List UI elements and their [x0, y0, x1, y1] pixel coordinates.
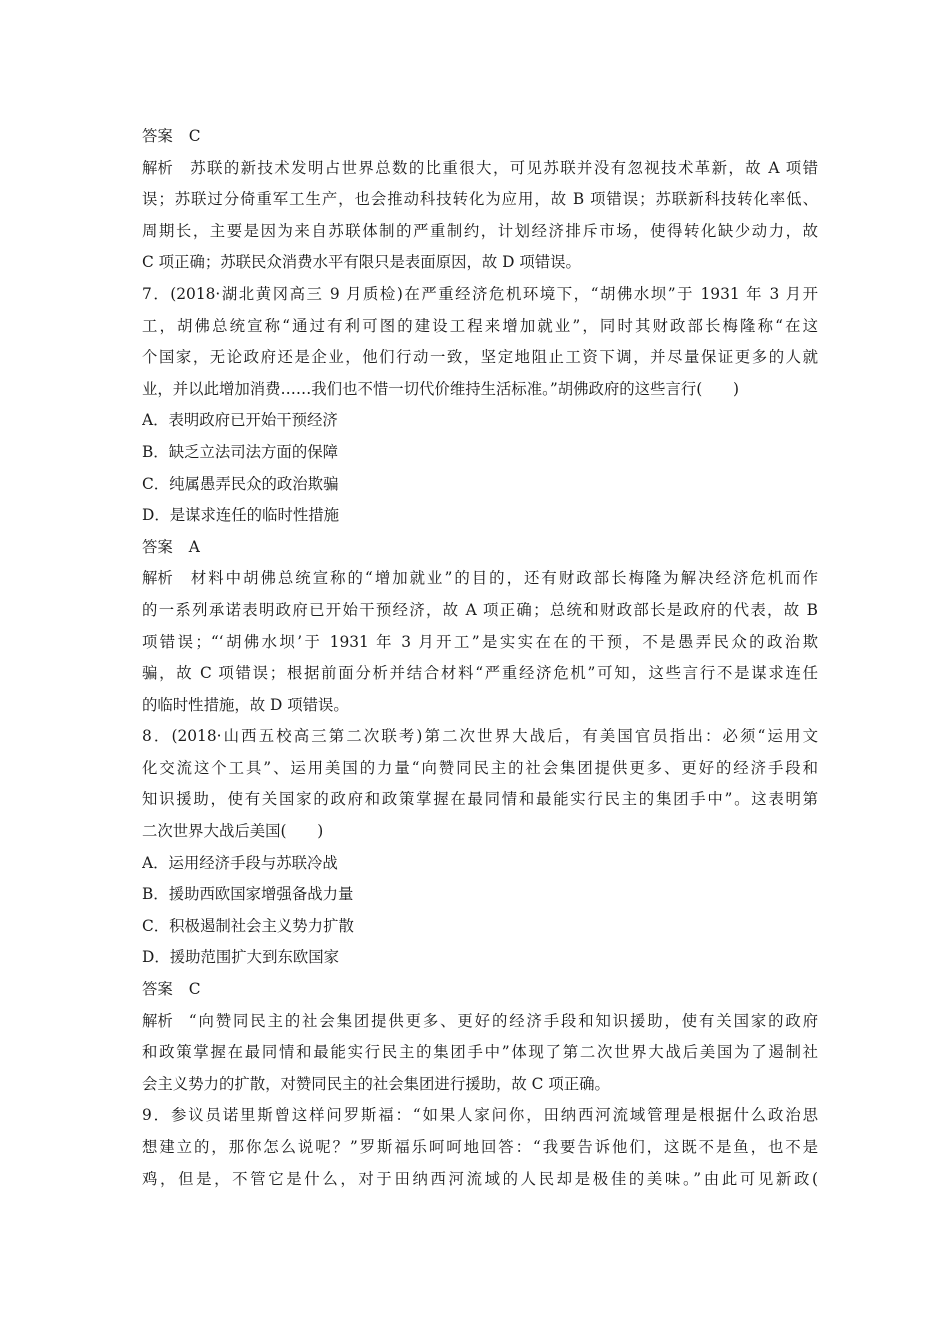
- line-text: D．是谋求连任的临时性措施: [142, 506, 340, 525]
- line-label: 答案: [142, 980, 173, 999]
- text-line: [142, 879, 818, 911]
- line-text: 周期长，主要是因为来自苏联体制的严重制约，计划经济排斥市场，使得转化缺少动力，故: [142, 221, 818, 240]
- text-line: [142, 1100, 818, 1132]
- line-label: 解析: [142, 569, 173, 588]
- text-line: [142, 247, 818, 279]
- line-text: 化交流这个工具”、运用美国的力量“向赞同民主的社会集团提供更多、更好的经济手段和: [142, 758, 818, 777]
- text-line: [142, 342, 818, 374]
- line-text: 业，并以此增加消费……我们也不惜一切代价维持生活标准。”胡佛政府的这些言行( ): [142, 379, 740, 398]
- line-label: 解析: [142, 158, 173, 177]
- document-page: [142, 121, 818, 1195]
- text-line: [142, 121, 818, 153]
- line-text: 材料中胡佛总统宣称的“增加就业”的目的，还有财政部长梅隆为解决经济危机而作: [188, 569, 818, 588]
- text-line: [142, 563, 818, 595]
- text-line: [142, 1006, 818, 1038]
- line-text: 二次世界大战后美国( ): [142, 822, 324, 841]
- line-text: 9．参议员诺里斯曾这样问罗斯福：“如果人家问你，田纳西河流域管理是根据什么政治思: [142, 1106, 818, 1125]
- line-text: 7．(2018·湖北黄冈高三 9 月质检)在严重经济危机环境下，“胡佛水坝”于 1931 年 3 月开: [142, 284, 818, 303]
- line-text: D．援助范围扩大到东欧国家: [142, 948, 340, 967]
- line-text: 误；苏联过分倚重军工生产，也会推动科技转化为应用，故 B 项错误；苏联新科技转化率低、: [142, 190, 818, 209]
- line-text: C 项正确；苏联民众消费水平有限只是表面原因，故 D 项错误。: [142, 253, 581, 272]
- text-line: [142, 658, 818, 690]
- line-text: 想建立的，那你怎么说呢？”罗斯福乐呵呵地回答：“我要告诉他们，这既不是鱼，也不是: [142, 1138, 818, 1156]
- text-line: [142, 721, 818, 753]
- text-line: [142, 311, 818, 343]
- line-text: A: [188, 537, 200, 556]
- line-text: B．援助西欧国家增强备战力量: [142, 885, 354, 904]
- line-text: A．运用经济手段与苏联冷战: [142, 853, 338, 872]
- line-label: 解析: [142, 1011, 173, 1030]
- line-text: 个国家，无论政府还是企业，他们行动一致，坚定地阻止工资下调，并尽量保证更多的人就: [142, 348, 818, 367]
- line-text: 的临时性措施，故 D 项错误。: [142, 695, 349, 714]
- text-line: [142, 1164, 818, 1196]
- line-text: 骗，故 C 项错误；根据前面分析并结合材料“严重经济危机”可知，这些言行不是谋求连任: [142, 664, 818, 683]
- line-text: A．表明政府已开始干预经济: [142, 411, 338, 430]
- text-line: [142, 974, 818, 1006]
- text-line: [142, 848, 818, 880]
- line-label: 答案: [142, 127, 173, 145]
- line-text: 工，胡佛总统宣称“通过有利可图的建设工程来增加就业”，同时其财政部长梅隆称“在这: [142, 316, 818, 335]
- text-line: [142, 184, 818, 216]
- text-line: [142, 1037, 818, 1069]
- text-line: [142, 816, 818, 848]
- line-text: C．积极遏制社会主义势力扩散: [142, 916, 354, 935]
- text-line: [142, 437, 818, 469]
- line-text: 的一系列承诺表明政府已开始干预经济，故 A 项正确；总统和财政部长是政府的代表，故 B: [142, 600, 818, 619]
- text-line: [142, 153, 818, 185]
- text-line: [142, 469, 818, 501]
- line-text: C: [188, 980, 201, 999]
- text-line: [142, 279, 818, 311]
- text-line: [142, 374, 818, 406]
- text-line: [142, 500, 818, 532]
- text-line: [142, 1132, 818, 1164]
- text-line: [142, 942, 818, 974]
- line-text: 项错误；“‘胡佛水坝’于 1931 年 3 月开工”是实实在在的干预，不是愚弄民众的政治欺: [142, 632, 818, 651]
- text-line: [142, 627, 818, 659]
- line-label: 答案: [142, 537, 173, 556]
- line-text: 会主义势力的扩散，对赞同民主的社会集团进行援助，故 C 项正确。: [142, 1074, 610, 1093]
- line-text: 苏联的新技术发明占世界总数的比重很大，可见苏联并没有忽视技术革新，故 A 项错: [188, 158, 818, 177]
- text-line: [142, 405, 818, 437]
- line-text: 知识援助，使有关国家的政府和政策掌握在最同情和最能实行民主的集团手中”。这表明第: [142, 790, 818, 809]
- text-line: [142, 753, 818, 785]
- line-text: C: [188, 127, 201, 145]
- line-text: 8．(2018·山西五校高三第二次联考)第二次世界大战后，有美国官员指出：必须“运用文: [142, 727, 818, 746]
- text-line: [142, 216, 818, 248]
- line-text: B．缺乏立法司法方面的保障: [142, 442, 338, 461]
- text-line: [142, 1069, 818, 1101]
- line-text: 鸡，但是，不管它是什么，对于田纳西河流域的人民却是极佳的美味。”由此可见新政(: [142, 1169, 818, 1188]
- line-text: C．纯属愚弄民众的政治欺骗: [142, 474, 339, 493]
- text-line: [142, 690, 818, 722]
- text-line: [142, 784, 818, 816]
- line-text: “向赞同民主的社会集团提供更多、更好的经济手段和知识援助，使有关国家的政府: [188, 1011, 818, 1030]
- text-line: [142, 532, 818, 564]
- text-line: [142, 911, 818, 943]
- text-line: [142, 595, 818, 627]
- line-text: 和政策掌握在最同情和最能实行民主的集团手中”体现了第二次世界大战后美国为了遏制社: [142, 1043, 818, 1062]
